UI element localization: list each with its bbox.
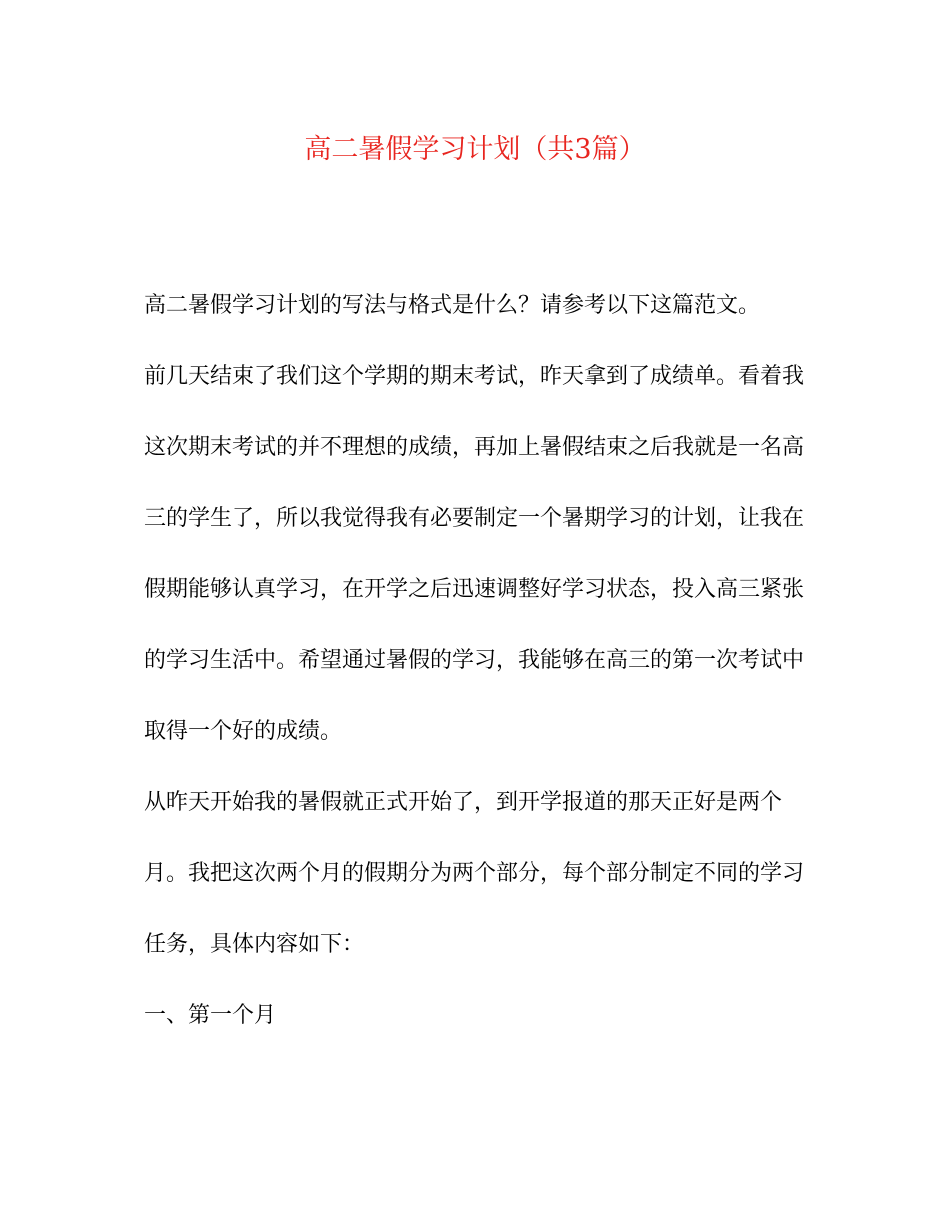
body-line: 从昨天开始我的暑假就正式开始了，到开学报道的那天正好是两个 (144, 790, 783, 815)
document-title: 高二暑假学习计划（共3篇） (304, 134, 646, 165)
document-body (144, 286, 804, 1067)
body-line: 这次期末考试的并不理想的成绩，再加上暑假结束之后我就是一名高 (144, 435, 804, 460)
body-line: 三的学生了，所以我觉得我有必要制定一个暑期学习的计划，让我在 (144, 506, 804, 531)
body-line: 任务，具体内容如下： (144, 932, 365, 957)
body-line: 前几天结束了我们这个学期的期末考试，昨天拿到了成绩单。看着我 (144, 364, 804, 389)
section-heading: 一、第一个月 (144, 1003, 277, 1028)
body-line: 的学习生活中。希望通过暑假的学习，我能够在高三的第一次考试中 (144, 648, 804, 673)
body-line: 假期能够认真学习，在开学之后迅速调整好学习状态，投入高三紧张 (144, 577, 804, 602)
body-line-intro: 高二暑假学习计划的写法与格式是什么？请参考以下这篇范文。 (144, 293, 761, 318)
body-line: 月。我把这次两个月的假期分为两个部分，每个部分制定不同的学习 (144, 861, 804, 886)
body-line: 取得一个好的成绩。 (144, 719, 343, 744)
